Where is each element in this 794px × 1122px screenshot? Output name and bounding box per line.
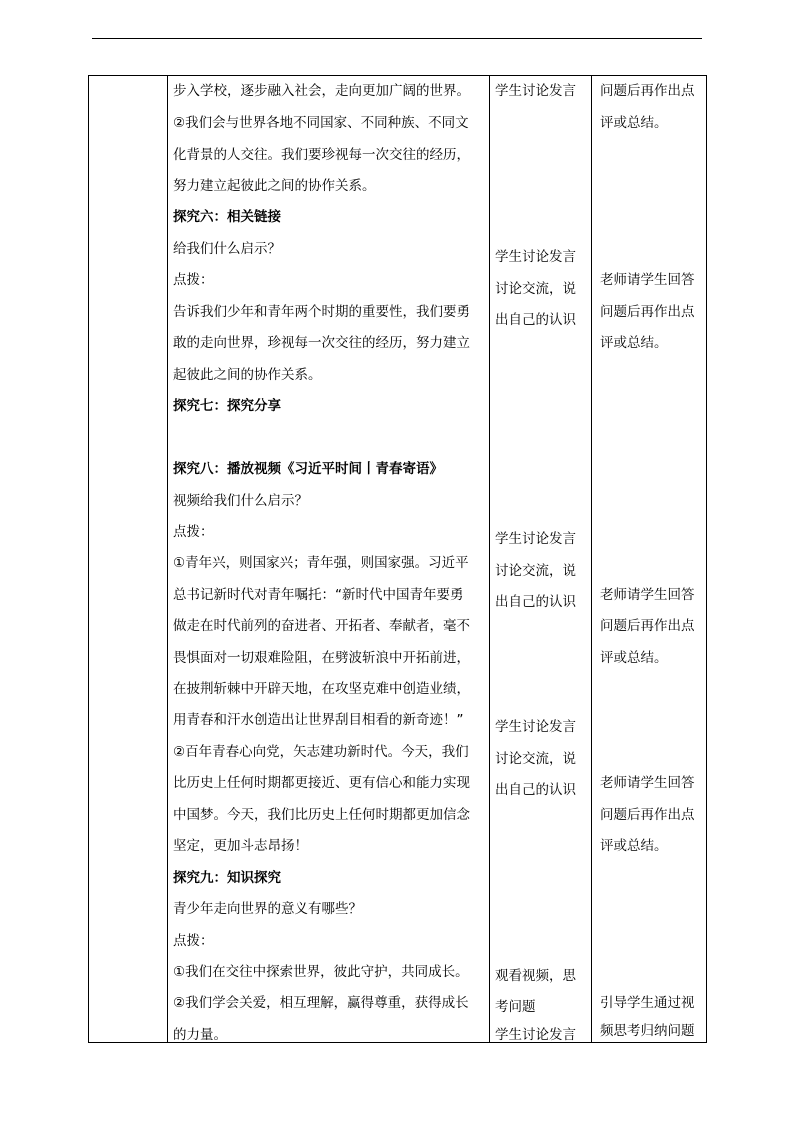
teacher-guidance-line: 评或总结。	[600, 650, 668, 666]
content-line: 的力量。	[173, 1027, 227, 1043]
content-line: 用青春和汗水创造出让世界刮目相看的新奇迹！”	[173, 712, 464, 728]
header-rule	[92, 38, 702, 39]
content-line: 坚定，更加斗志昂扬！	[173, 838, 308, 854]
student-activity-line: 出自己的认识	[495, 594, 576, 610]
content-line: 在披荆斩棘中开辟天地，在攻坚克难中创造业绩，	[173, 681, 470, 697]
student-activity-line: 观看视频，思	[495, 968, 576, 984]
teacher-guidance-line: 频思考归纳问题	[600, 1023, 695, 1039]
student-activity-line: 学生讨论发言	[495, 531, 576, 547]
content-line: 努力建立起彼此之间的协作关系。	[173, 178, 376, 194]
content-line: ②我们学会关爱，相互理解，赢得尊重，获得成长	[173, 995, 469, 1011]
content-line: ①我们在交往中探索世界，彼此守护，共同成长。	[173, 964, 469, 980]
content-line: 畏惧面对一切艰难险阻，在劈波斩浪中开拓前进，	[173, 650, 470, 666]
student-activity-line: 出自己的认识	[495, 782, 576, 798]
content-line: 中国梦。今天，我们比历史上任何时期都更加信念	[173, 807, 470, 823]
student-activity-line: 学生讨论发言	[495, 719, 576, 735]
teacher-guidance-line: 评或总结。	[600, 115, 668, 131]
content-line: 敢的走向世界，珍视每一次交往的经历，努力建立	[173, 335, 470, 351]
student-activity-line: 出自己的认识	[495, 312, 576, 328]
lesson-table	[88, 75, 707, 1043]
content-line: 点拨：	[173, 272, 214, 288]
teacher-guidance-line: 问题后再作出点	[600, 304, 695, 320]
content-line: 步入学校，逐步融入社会，走向更加广阔的世界。	[173, 83, 470, 99]
section-heading: 探究六：相关链接	[173, 209, 281, 225]
student-activity-line: 讨论交流，说	[495, 281, 576, 297]
content-line: 告诉我们少年和青年两个时期的重要性，我们要勇	[173, 304, 470, 320]
content-line: ①青年兴，则国家兴；青年强，则国家强。习近平	[173, 555, 469, 571]
section-heading: 探究七：探究分享	[173, 398, 281, 414]
student-activity-line: 学生讨论发言	[495, 1027, 576, 1043]
content-line: 起彼此之间的协作关系。	[173, 367, 322, 383]
teacher-guidance-line: 老师请学生回答	[600, 587, 695, 603]
teacher-guidance-line: 评或总结。	[600, 335, 668, 351]
teacher-guidance-line: 问题后再作出点	[600, 618, 695, 634]
teacher-guidance-line: 老师请学生回答	[600, 775, 695, 791]
content-line: 做走在时代前列的奋进者、开拓者、奉献者，毫不	[173, 618, 470, 634]
column-divider	[489, 76, 490, 1042]
content-line: 给我们什么启示？	[173, 241, 281, 257]
teacher-guidance-line: 引导学生通过视	[600, 995, 695, 1011]
teacher-guidance-line: 问题后再作出点	[600, 83, 695, 99]
student-activity-line: 学生讨论发言	[495, 249, 576, 265]
teacher-guidance-line: 评或总结。	[600, 838, 668, 854]
student-activity-line: 学生讨论发言	[495, 83, 576, 99]
content-line: ②百年青春心向党，矢志建功新时代。今天，我们	[173, 744, 469, 760]
content-line: 视频给我们什么启示？	[173, 493, 308, 509]
content-line: ②我们会与世界各地不同国家、不同种族、不同文	[173, 115, 469, 131]
student-activity-line: 讨论交流，说	[495, 751, 576, 767]
content-line: 化背景的人交往。我们要珍视每一次交往的经历，	[173, 147, 470, 163]
student-activity-line: 讨论交流，说	[495, 563, 576, 579]
section-heading: 探究八：播放视频《习近平时间丨青春寄语》	[173, 461, 443, 477]
column-divider	[591, 76, 592, 1042]
content-line: 点拨：	[173, 933, 214, 949]
teacher-guidance-line: 问题后再作出点	[600, 807, 695, 823]
teacher-guidance-line: 老师请学生回答	[600, 272, 695, 288]
column-divider	[167, 76, 168, 1042]
content-line: 青少年走向世界的意义有哪些？	[173, 901, 362, 917]
content-line: 比历史上任何时期都更接近、更有信心和能力实现	[173, 775, 470, 791]
content-line: 总书记新时代对青年嘱托：“新时代中国青年要勇	[173, 587, 464, 603]
section-heading: 探究九：知识探究	[173, 870, 281, 886]
student-activity-line: 考问题	[495, 999, 536, 1015]
content-line: 点拨：	[173, 524, 214, 540]
